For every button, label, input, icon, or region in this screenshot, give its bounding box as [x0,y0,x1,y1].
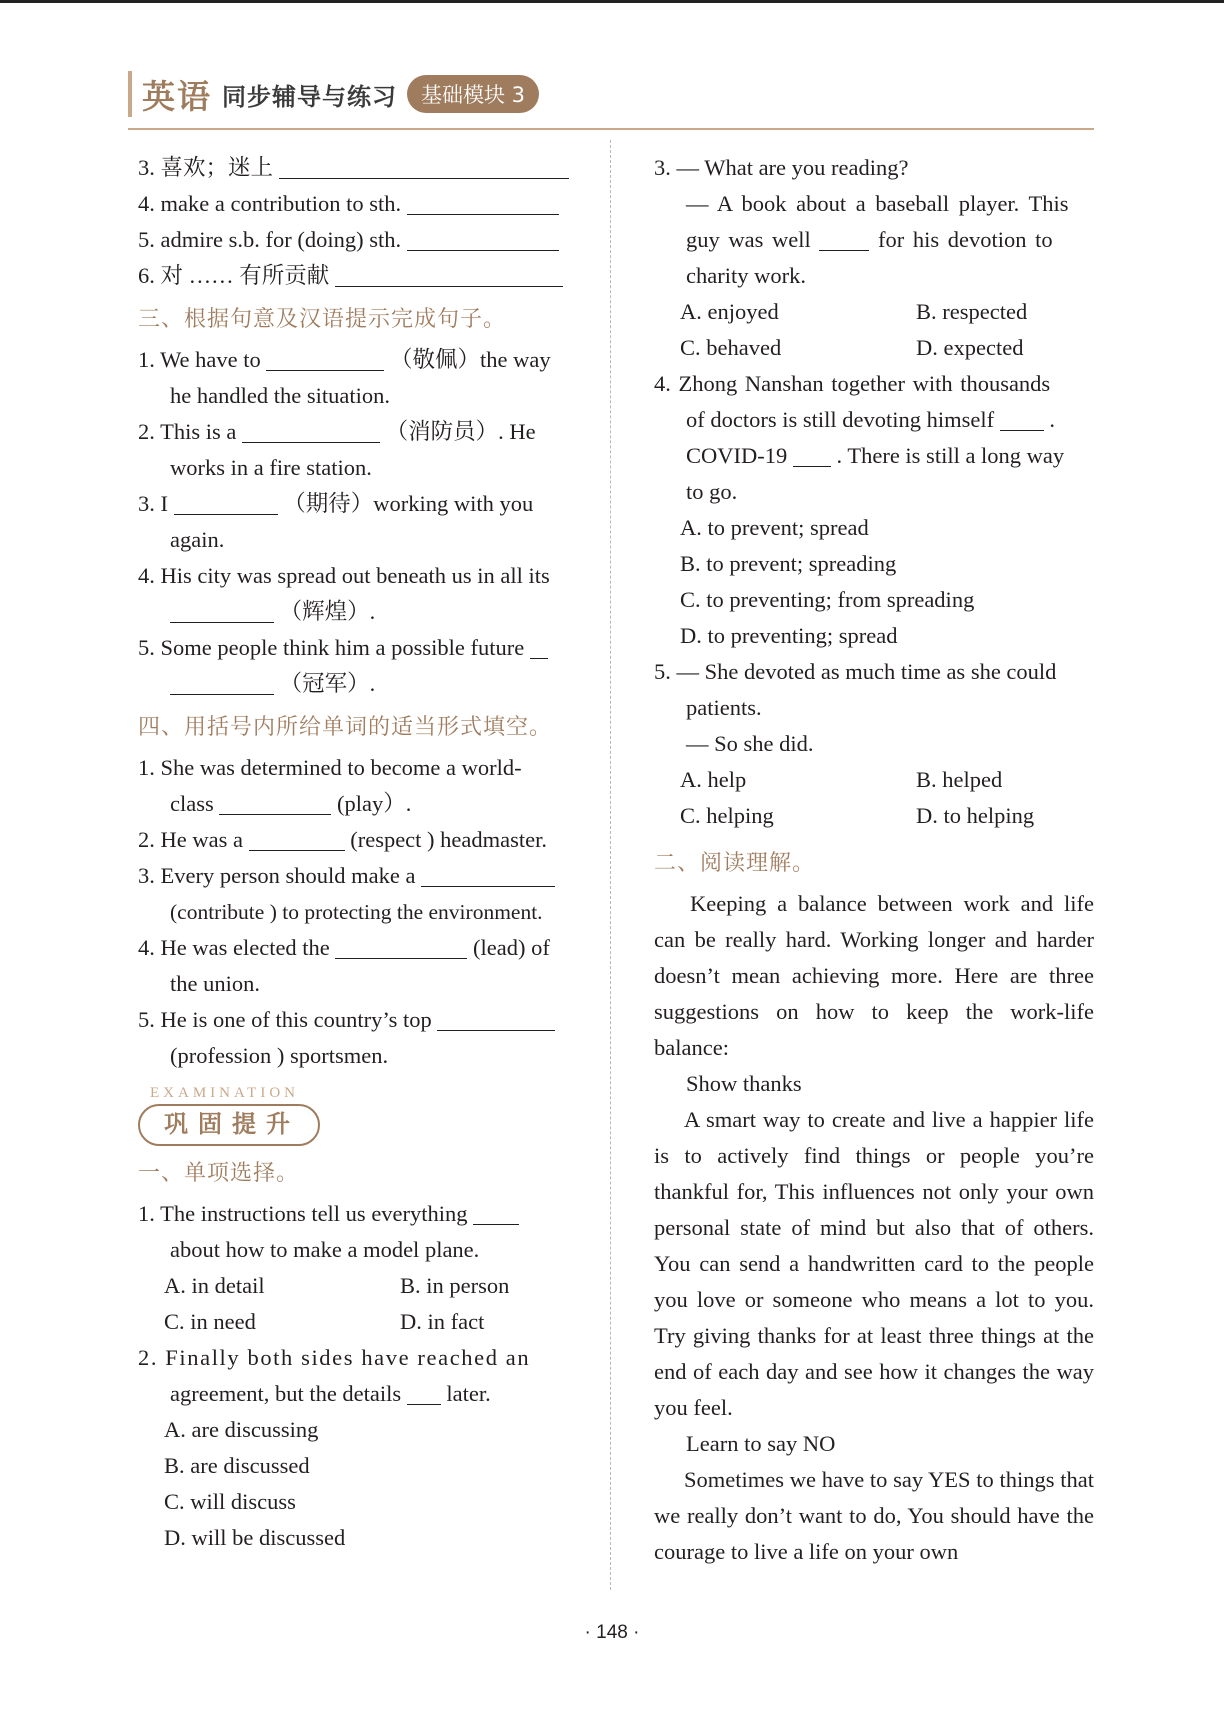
reading-paragraph: A smart way to create and live a happier life is to actively find things or people you’re thankful for, This influences not only your own personal state of mind but also that of others. You can send a handwritten card to the people you love or someone who means a lot to you. Try giving thanks for at least three things at the end of each day and see how it changes the way you feel. [654,1107,1094,1420]
section-heading: 二、阅读理解。 [654,851,816,876]
page-number: · 148 · [584,1622,640,1643]
question: 5. — She devoted as much time as she could [654,659,1057,684]
vocab-item: 4. make a contribution to sth. [138,186,578,222]
header-brand: 英语 [142,76,212,116]
reading-paragraph: Keeping a balance between work and life can be really hard. Working longer and harder doesn’t mean achieving more. Here are three suggestions on how to keep the work-life balance: [654,891,1094,1060]
left-column [138,150,578,1556]
exercise-item: 1. She was determined to become a world- [138,755,522,780]
options-row: C. helping D. to helping [680,803,1035,828]
exercise-line: (contribute ) to protecting the environment. [170,900,543,924]
header-module-badge: 基础模块 3 [407,75,539,113]
question-line: agreement, but the details later. [170,1381,491,1406]
header-title: 同步辅导与练习 [222,82,397,111]
exercise-line: class (play）. [170,791,412,816]
exercise-item: 4. His city was spread out beneath us in all its [138,563,550,588]
exercise-item: 5. He is one of this country’s top [138,1002,578,1038]
exercise-item: 4. He was elected the (lead) of [138,935,550,960]
exercise-item: 3. Every person should make a [138,858,578,894]
option: B. are discussed [164,1453,310,1478]
question: 4. Zhong Nanshan together with thousands [654,371,1051,396]
options-row: A. in detail B. in person [164,1273,510,1298]
section-heading: 四、用括号内所给单词的适当形式填空。 [138,715,553,740]
exercise-line: （辉煌）. [138,594,578,630]
exercise-item: 2. He was a (respect ) headmaster. [138,827,547,852]
column-divider [610,140,611,1590]
option: C. to preventing; from spreading [680,587,975,612]
exercise-line: he handled the situation. [170,383,390,408]
question-line: — So she did. [686,731,814,756]
page-header [128,68,539,120]
exercise-line: the union. [170,971,260,996]
header-rule [128,128,1094,130]
exercise-line: (profession ) sportsmen. [170,1043,389,1068]
exercise-item: 2. This is a （消防员）. He [138,419,536,444]
exercise-item: 3. I （期待）working with you [138,491,534,516]
option: B. to prevent; spreading [680,551,897,576]
section-heading: 一、单项选择。 [138,1161,300,1186]
option: C. will discuss [164,1489,296,1514]
question-line: patients. [686,695,762,720]
question-line: to go. [686,479,738,504]
right-column [654,150,1094,1570]
exercise-item: 1. We have to （敬佩）the way [138,347,551,372]
exercise-line: （冠军）. [138,666,578,702]
reading-subheading: Show thanks [686,1071,802,1096]
vocab-item: 6. 对 …… 有所贡献 [138,258,578,294]
options-row: A. enjoyed B. respected [680,299,1028,324]
vocab-item: 5. admire s.b. for (doing) sth. [138,222,578,258]
question: 3. — What are you reading? [654,155,909,180]
top-border [0,0,1224,3]
reading-paragraph: Sometimes we have to say YES to things that we really don’t want to do, You should have the courage to live a life on your own [654,1467,1094,1564]
option: A. to prevent; spread [680,515,869,540]
examination-title: 巩固提升 [164,1110,300,1138]
option: D. will be discussed [164,1525,346,1550]
options-row: A. help B. helped [680,767,1003,792]
exercise-line: works in a fire station. [170,455,372,480]
exercise-line: again. [170,527,225,552]
question: 1. The instructions tell us everything [138,1196,578,1232]
vocab-item: 3. 喜欢；迷上 [138,150,578,186]
option: D. to preventing; spread [680,623,898,648]
question-line: charity work. [686,263,806,288]
reading-subheading: Learn to say NO [686,1431,836,1456]
examination-label: EXAMINATION [150,1085,299,1101]
option: A. are discussing [164,1417,319,1442]
options-row: C. in need D. in fact [164,1309,485,1334]
question: 2. Finally both sides have reached an [138,1345,531,1370]
question-line: of doctors is still devoting himself . [686,407,1055,432]
question-line: about how to make a model plane. [170,1237,480,1262]
question-line: COVID-19 . There is still a long way [686,443,1065,468]
question-line: — A book about a baseball player. This [686,191,1069,216]
header-bar [128,71,132,117]
question-line: guy was well for his devotion to [686,227,1053,252]
examination-banner [138,1084,578,1170]
section-heading: 三、根据句意及汉语提示完成句子。 [138,307,507,332]
options-row: C. behaved D. expected [680,335,1024,360]
exercise-item: 5. Some people think him a possible future [138,630,578,666]
